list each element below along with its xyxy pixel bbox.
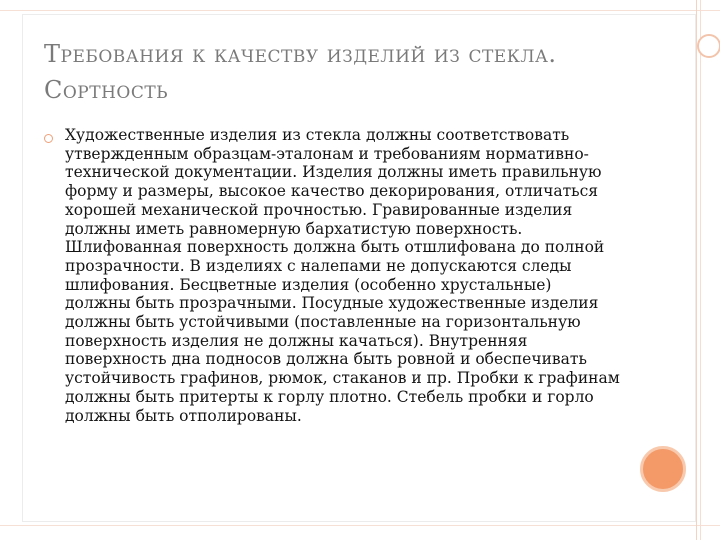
top-rule xyxy=(0,10,720,11)
body-paragraph: Художественные изделия из стекла должны соответствовать утвержденным образцам-эталонам и требованиям нормативно-технической документации. Изделия должны иметь правильную форму и размеры, высокое качество декорирования, отличаться хорошей механической прочностью. Гравированные изделия должны иметь равномерную бархатистую поверхность. Шлифованная поверхность должна быть отшлифована до полной прозрачности. В изделиях с налепами не допускаются следы шлифования. Бесцветные изделия (особенно хрустальные) должны быть прозрачными. Посудные художественные изделия должны быть устойчивыми (поставленные на горизонтальную поверхность изделия не должны качаться). Внутренняя поверхность дна подносов должна быть ровной и обеспечивать устойчивость графинов, рюмок, стаканов и пр. Пробки к графинам должны быть притерты к горлу плотно. Стебель пробки и горло должны быть отполированы. xyxy=(65,126,620,425)
slide-title: Требования к качеству изделий из стекла. Сортность xyxy=(44,40,557,104)
bottom-rule xyxy=(0,525,720,526)
circle-bullet-icon xyxy=(44,134,53,143)
filled-circle-decoration-icon xyxy=(640,446,686,492)
right-rule xyxy=(696,0,697,540)
right-rule-secondary xyxy=(700,0,701,540)
ring-decoration-icon xyxy=(697,34,720,58)
slide-content xyxy=(44,126,620,425)
